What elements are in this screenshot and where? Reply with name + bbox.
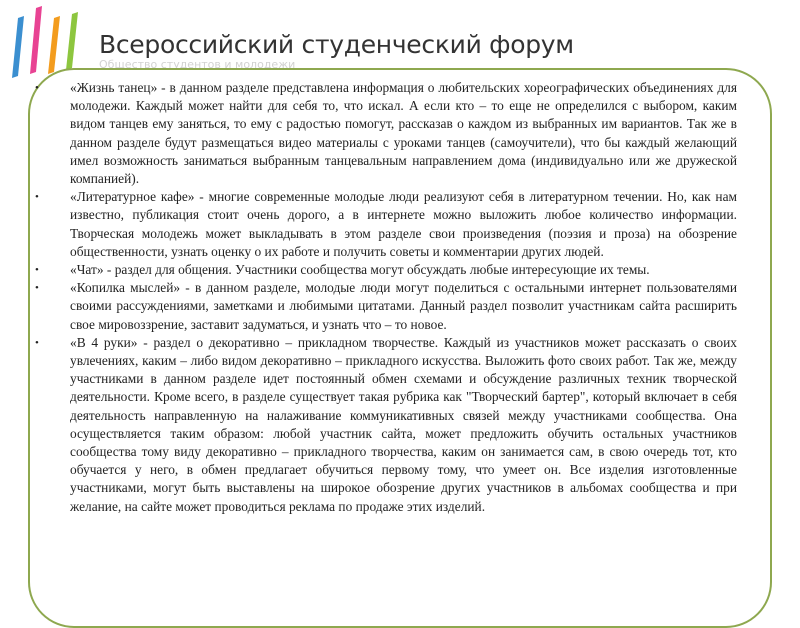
section-text: «В 4 руки» - раздел о декоративно – прикладном творчестве. Каждый из участников может рассказать о своих увлечениях, каким – либо видом декоративно – прикладного искусства. Выложить фото своих работ. Так же, между участниками в данном разделе идет постоянный обмен схемами и обсуждение различных техник творческой деятельности. Кроме всего, в разделе существует такая рубрика как "Творческий бартер", который включает в себя деятельность направленную на налаживание коммуникативных связей между участниками сообщества. Она осуществляется таким образом: любой участник сайта, может предложить обучить остальных участников сообщества тому виду декоративно – прикладного творчества, каким он занимается сам, в свою очередь тот, кто обучается у него, в обмен предлагает обучиться первому тому, что умеет он. Все изделия изготовленные участниками, могут быть выставлены на широкое обозрение других участников в альбомах сообщества и при желание, на сайте может проводиться реклама по продаже этих изделий. [70, 334, 737, 514]
logo-stripe-blue [12, 16, 24, 78]
logo-stripe-pink [30, 6, 42, 74]
section-item [35, 188, 737, 261]
page-subtitle: Общество студентов и молодежи [99, 58, 296, 71]
bullet-icon: • [35, 336, 39, 349]
section-item [35, 261, 737, 279]
bullet-icon: • [35, 282, 39, 295]
logo-stripe-green [66, 12, 78, 70]
section-text: «Литературное кафе» - многие современные молодые люди реализуют себя в литературном течении. Но, как нам известно, публикация стоит очень дорого, а в интернете можно выложить любое количество информации. Творческая молодежь может выкладывать в этом разделе свои произведения (поэзия и проза) на обозрение общественности, узнать оценку о их работе и получить советы и комментарии других людей. [70, 189, 737, 259]
bullet-icon: • [35, 264, 39, 277]
section-text: «Жизнь танец» - в данном разделе представлена информация о любительских хореографических объединениях для молодежи. Каждый может найти для себя то, что искал. А если кто – то еще не определился с выбором, каким видом танцев ему заняться, то ему с радостью помогут, рассказав о каждом из выбранных им вариантов. Так же в данном разделе будут размещаться видео материалы с уроками танцев (самоучители), что бы каждый желающий имел возможность заниматься выбранным танцевальным направлением дома (индивидуально или же дружеской компанией). [70, 80, 737, 187]
section-item [35, 334, 737, 516]
logo-stripe-orange [48, 16, 60, 74]
section-item [35, 79, 737, 188]
section-text: «Копилка мыслей» - в данном разделе, молодые люди могут поделиться с остальными интернет пользователями своими рассуждениями, заметками и любимыми цитатами. Данный раздел позволит участникам сайта расширить свое мировоззрение, заставит задуматься, и узнать что – то новое. [70, 280, 737, 332]
section-list [35, 79, 737, 516]
bullet-icon: • [35, 82, 39, 94]
section-text: «Чат» - раздел для общения. Участники сообщества могут обсуждать любые интересующие их темы. [70, 262, 650, 278]
page-title: Всероссийский студенческий форум [99, 30, 574, 59]
content-area [35, 79, 737, 600]
bullet-icon: • [35, 191, 39, 204]
section-item [35, 279, 737, 334]
